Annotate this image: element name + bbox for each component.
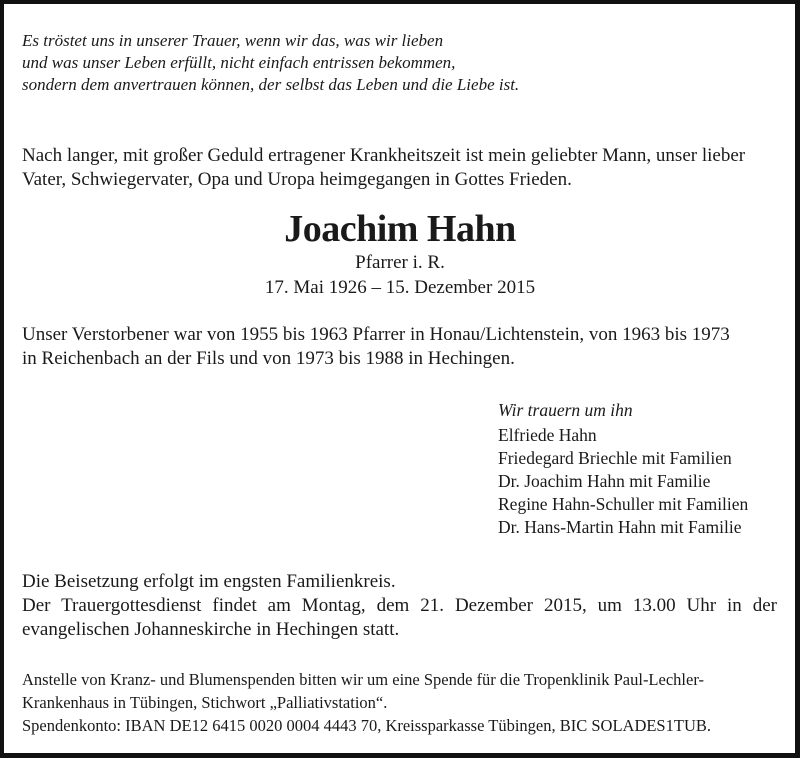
donation-line: Krankenhaus in Tübingen, Stichwort „Palliativstation“. [22, 693, 388, 712]
mourners-list [498, 399, 748, 539]
intro-text [22, 144, 745, 192]
intro-line: Vater, Schwiegervater, Opa und Uropa heimgegangen in Gottes Frieden. [22, 169, 572, 190]
bank-account-line: Spendenkonto: IBAN DE12 6415 0020 0004 4443 70, Kreissparkasse Tübingen, BIC SOLADES1TUB. [22, 716, 711, 735]
intro-line: Nach langer, mit großer Geduld ertragener Krankheitszeit ist mein geliebter Mann, unser lieber [22, 145, 746, 166]
biography-line: Unser Verstorbener war von 1955 bis 1963 Pfarrer in Honau/Lichtenstein, von 1963 bis 1973 [22, 324, 730, 345]
donation-line: Anstelle von Kranz- und Blumenspenden bitten wir um eine Spende für die Tropenklinik Paul-Lechler- [22, 670, 704, 689]
motto-line: Es tröstet uns in unserer Trauer, wenn wir das, was wir lieben [22, 31, 444, 50]
deceased-title: Pfarrer i. R. [355, 252, 445, 273]
life-dates: 17. Mai 1926 – 15. Dezember 2015 [264, 277, 536, 298]
deceased-block [4, 207, 796, 299]
service-line: evangelischen Johanneskirche in Hechingen statt. [22, 619, 400, 640]
donation-info [22, 668, 711, 737]
mourner-name: Dr. Joachim Hahn mit Familie [498, 471, 711, 491]
burial-text: Die Beisetzung erfolgt im engsten Familienkreis. [22, 571, 396, 592]
motto-quote [22, 30, 519, 96]
motto-line: und was unser Leben erfüllt, nicht einfach entrissen bekommen, [22, 53, 456, 72]
deceased-name: Joachim Hahn [284, 208, 516, 250]
biography-text [22, 323, 730, 371]
motto-line: sondern dem anvertrauen können, der selbst das Leben und die Liebe ist. [22, 75, 520, 94]
mourner-name: Dr. Hans-Martin Hahn mit Familie [498, 517, 742, 537]
biography-line: in Reichenbach an der Fils und von 1973 bis 1988 in Hechingen. [22, 348, 515, 369]
funeral-info [22, 570, 777, 642]
mourner-name: Friedegard Briechle mit Familien [498, 448, 732, 468]
service-line: Der Trauergottesdienst findet am Montag, dem 21. Dezember 2015, um 13.00 Uhr in der [22, 595, 777, 616]
mourners-heading: Wir trauern um ihn [498, 400, 633, 420]
mourner-name: Regine Hahn-Schuller mit Familien [498, 494, 749, 514]
mourner-name: Elfriede Hahn [498, 425, 597, 445]
